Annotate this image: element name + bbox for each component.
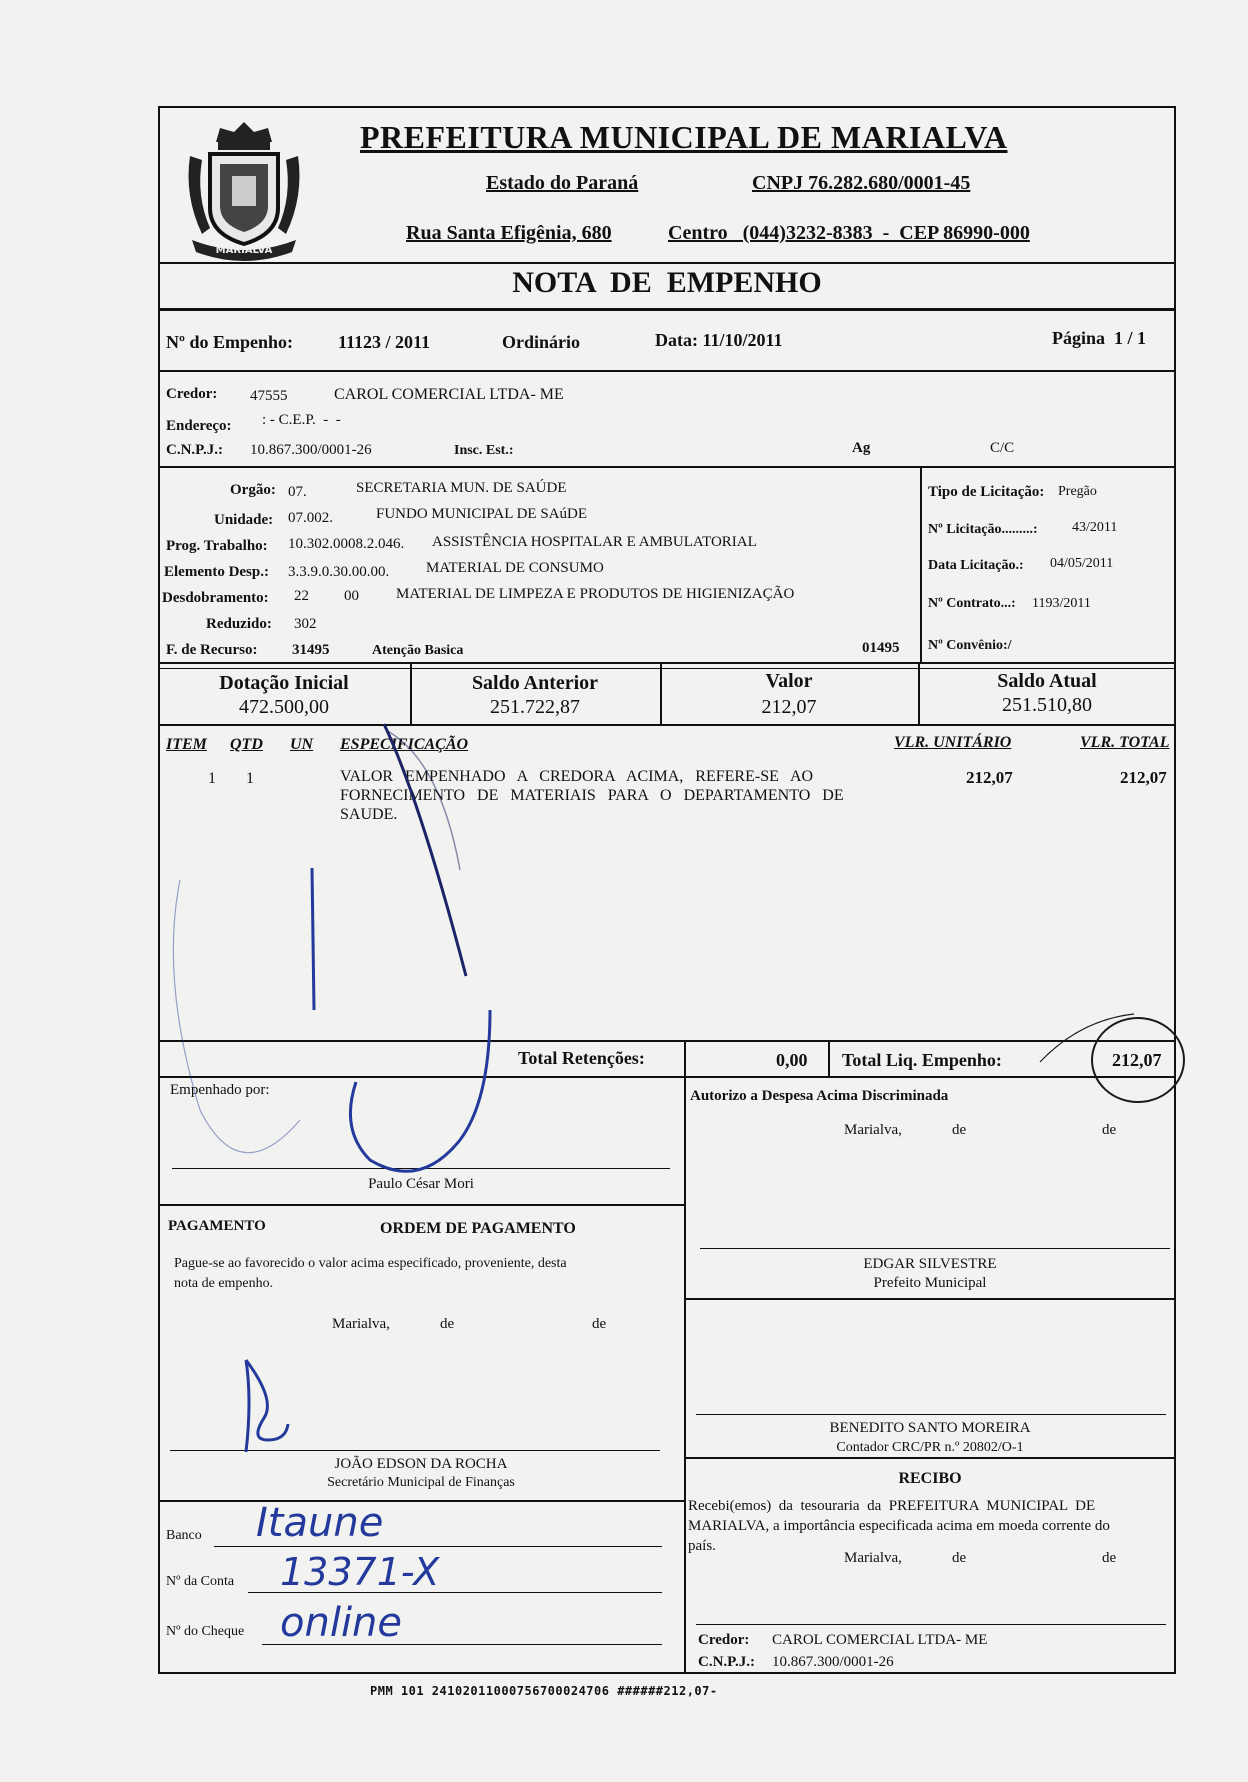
svg-text:MARIALVA: MARIALVA <box>215 245 273 256</box>
autorizo-label: Autorizo a Despesa Acima Discriminada <box>690 1088 949 1104</box>
credor-code: 47555 <box>250 388 288 404</box>
saldo-atual-value: 251.510,80 <box>1002 694 1092 716</box>
col-un: UN <box>290 736 314 753</box>
address-contact: Centro (044)3232-8383 - CEP 86990-000 <box>668 222 1030 244</box>
contador-role: Contador CRC/PR n.º 20802/O-1 <box>836 1440 1024 1455</box>
prog-name: ASSISTÊNCIA HOSPITALAR E AMBULATORIAL <box>432 534 757 550</box>
conta-label: Nº da Conta <box>166 1574 235 1589</box>
recurso-extra-code: 01495 <box>862 640 900 656</box>
empenho-number: 11123 / 2011 <box>338 332 431 352</box>
col-vlr-unitario: VLR. UNITÁRIO <box>894 734 1012 751</box>
col-vlr-total: VLR. TOTAL <box>1080 734 1170 751</box>
state-label: Estado do Paraná <box>486 172 639 194</box>
recibo-text-1: Recebi(emos) da tesouraria da PREFEITURA MUNICIPAL DE <box>688 1498 1096 1514</box>
item-vlr-total: 212,07 <box>1120 768 1167 787</box>
num-licitacao-label: Nº Licitação.........: <box>928 522 1038 537</box>
pagamento-label: PAGAMENTO <box>168 1218 266 1234</box>
secretario-role: Secretário Municipal de Finanças <box>327 1475 515 1490</box>
endereco-value: : - C.E.P. - - <box>262 412 341 428</box>
recibo-credor-name: CAROL COMERCIAL LTDA- ME <box>772 1632 988 1648</box>
col-item: ITEM <box>166 736 207 753</box>
agencia-label: Ag <box>852 440 871 456</box>
empenhado-por-name: Paulo César Mori <box>368 1176 474 1192</box>
document-title: NOTA DE EMPENHO <box>512 266 822 299</box>
contador-name: BENEDITO SANTO MOREIRA <box>829 1420 1031 1436</box>
orgao-code: 07. <box>288 484 307 500</box>
insc-est-label: Insc. Est.: <box>454 443 514 458</box>
page-title: PREFEITURA MUNICIPAL DE MARIALVA <box>360 119 1008 155</box>
conta-handwritten-value: 13371-X <box>280 1550 440 1594</box>
recibo-cnpj-label: C.N.P.J.: <box>698 1654 755 1670</box>
item-desc-line3: SAUDE. <box>340 806 398 823</box>
num-licitacao-value: 43/2011 <box>1072 520 1118 535</box>
prefeito-role: Prefeito Municipal <box>873 1275 987 1291</box>
elemento-name: MATERIAL DE CONSUMO <box>426 560 604 576</box>
col-especificacao: ESPECIFICAÇÃO <box>340 736 469 753</box>
reduzido-value: 302 <box>294 616 317 632</box>
endereco-label: Endereço: <box>166 418 232 434</box>
desdobramento-code2: 00 <box>344 588 359 604</box>
page-number: Página 1 / 1 <box>1052 328 1147 348</box>
secretario-name: JOÃO EDSON DA ROCHA <box>334 1456 508 1472</box>
convenio-label: Nº Convênio:/ <box>928 638 1012 653</box>
tipo-licitacao-value: Pregão <box>1058 484 1097 499</box>
prefeito-name: EDGAR SILVESTRE <box>863 1256 997 1272</box>
data-licitacao-value: 04/05/2011 <box>1050 556 1114 571</box>
banco-handwritten-value: Itaune <box>256 1500 384 1546</box>
recibo-label: RECIBO <box>898 1470 962 1487</box>
contrato-value: 1193/2011 <box>1032 596 1091 611</box>
recibo-credor-label: Credor: <box>698 1632 750 1648</box>
credor-label: Credor: <box>166 386 218 402</box>
saldo-anterior-label: Saldo Anterior <box>471 672 599 694</box>
autorizo-de1: de <box>952 1122 967 1138</box>
valor-label: Valor <box>765 670 813 692</box>
unidade-name: FUNDO MUNICIPAL DE SAúDE <box>376 506 587 522</box>
address-label: Rua Santa Efigênia, 680 <box>406 222 612 244</box>
total-liquido-label: Total Liq. Empenho: <box>842 1050 1002 1070</box>
pagamento-de2: de <box>592 1316 607 1332</box>
cheque-handwritten-value: online <box>280 1600 403 1646</box>
ordem-pagamento-label: ORDEM DE PAGAMENTO <box>380 1220 576 1237</box>
recurso-code: 31495 <box>292 642 330 658</box>
pagamento-text-2: nota de empenho. <box>174 1276 274 1291</box>
cheque-label: Nº do Cheque <box>166 1624 245 1639</box>
saldo-anterior-value: 251.722,87 <box>490 696 580 718</box>
cnpj-label: CNPJ 76.282.680/0001-45 <box>752 172 971 194</box>
item-vlr-unitario: 212,07 <box>966 768 1013 787</box>
empenho-date: Data: 11/10/2011 <box>655 330 783 350</box>
recurso-label: F. de Recurso: <box>166 642 258 658</box>
elemento-code: 3.3.9.0.30.00.00. <box>288 564 390 580</box>
contrato-label: Nº Contrato...: <box>928 596 1016 611</box>
autorizo-de2: de <box>1102 1122 1117 1138</box>
orgao-label: Orgão: <box>230 482 276 498</box>
cnpj-credor-value: 10.867.300/0001-26 <box>250 442 372 458</box>
item-number: 1 <box>208 770 216 787</box>
recibo-cnpj-value: 10.867.300/0001-26 <box>772 1654 894 1670</box>
item-desc-line1: VALOR EMPENHADO A CREDORA ACIMA, REFERE-SE AO <box>340 768 814 785</box>
total-liquido-value: 212,07 <box>1112 1050 1162 1070</box>
col-qtd: QTD <box>230 736 263 753</box>
recibo-text-2: MARIALVA, a importância especificada acima em moeda corrente do <box>688 1518 1110 1534</box>
dotacao-inicial-label: Dotação Inicial <box>219 672 349 694</box>
pagamento-text-1: Pague-se ao favorecido o valor acima especificado, proveniente, desta <box>174 1256 567 1271</box>
valor-value: 212,07 <box>761 696 817 718</box>
recurso-name: Atenção Basica <box>372 643 464 658</box>
item-desc-line2: FORNECIMENTO DE MATERIAIS PARA O DEPARTAMENTO DE <box>340 787 844 804</box>
pagamento-de1: de <box>440 1316 455 1332</box>
data-licitacao-label: Data Licitação.: <box>928 558 1024 573</box>
total-retencoes-value: 0,00 <box>776 1050 808 1070</box>
empenhado-por-label: Empenhado por: <box>170 1082 270 1098</box>
recibo-de1: de <box>952 1550 967 1566</box>
pagamento-place: Marialva, <box>332 1316 390 1332</box>
autorizo-place: Marialva, <box>844 1122 902 1138</box>
empenho-label: Nº do Empenho: <box>166 332 293 352</box>
unidade-label: Unidade: <box>214 512 274 528</box>
recibo-place: Marialva, <box>844 1550 902 1566</box>
saldo-atual-label: Saldo Atual <box>997 670 1097 692</box>
conta-corrente-label: C/C <box>990 440 1015 456</box>
credor-name: CAROL COMERCIAL LTDA- ME <box>334 386 564 403</box>
empenho-type: Ordinário <box>502 332 581 352</box>
desdobramento-code1: 22 <box>294 588 309 604</box>
reduzido-label: Reduzido: <box>206 616 272 632</box>
desdobramento-label: Desdobramento: <box>162 590 269 606</box>
banco-label: Banco <box>166 1528 202 1543</box>
item-qty: 1 <box>246 770 254 787</box>
elemento-label: Elemento Desp.: <box>164 564 269 580</box>
tipo-licitacao-label: Tipo de Licitação: <box>928 484 1045 500</box>
cnpj-credor-label: C.N.P.J.: <box>166 442 223 458</box>
prog-label: Prog. Trabalho: <box>166 538 268 554</box>
unidade-code: 07.002. <box>288 510 333 526</box>
recibo-de2: de <box>1102 1550 1117 1566</box>
orgao-name: SECRETARIA MUN. DE SAÚDE <box>356 480 567 496</box>
desdobramento-name: MATERIAL DE LIMPEZA E PRODUTOS DE HIGIENIZAÇÃO <box>396 586 795 602</box>
barcode-text: PMM 101 24102011000756700024706 ######212,07- <box>370 1684 718 1698</box>
total-retencoes-label: Total Retenções: <box>518 1048 645 1068</box>
dotacao-inicial-value: 472.500,00 <box>239 696 329 718</box>
recibo-text-3: país. <box>688 1538 716 1554</box>
prog-code: 10.302.0008.2.046. <box>288 536 405 552</box>
